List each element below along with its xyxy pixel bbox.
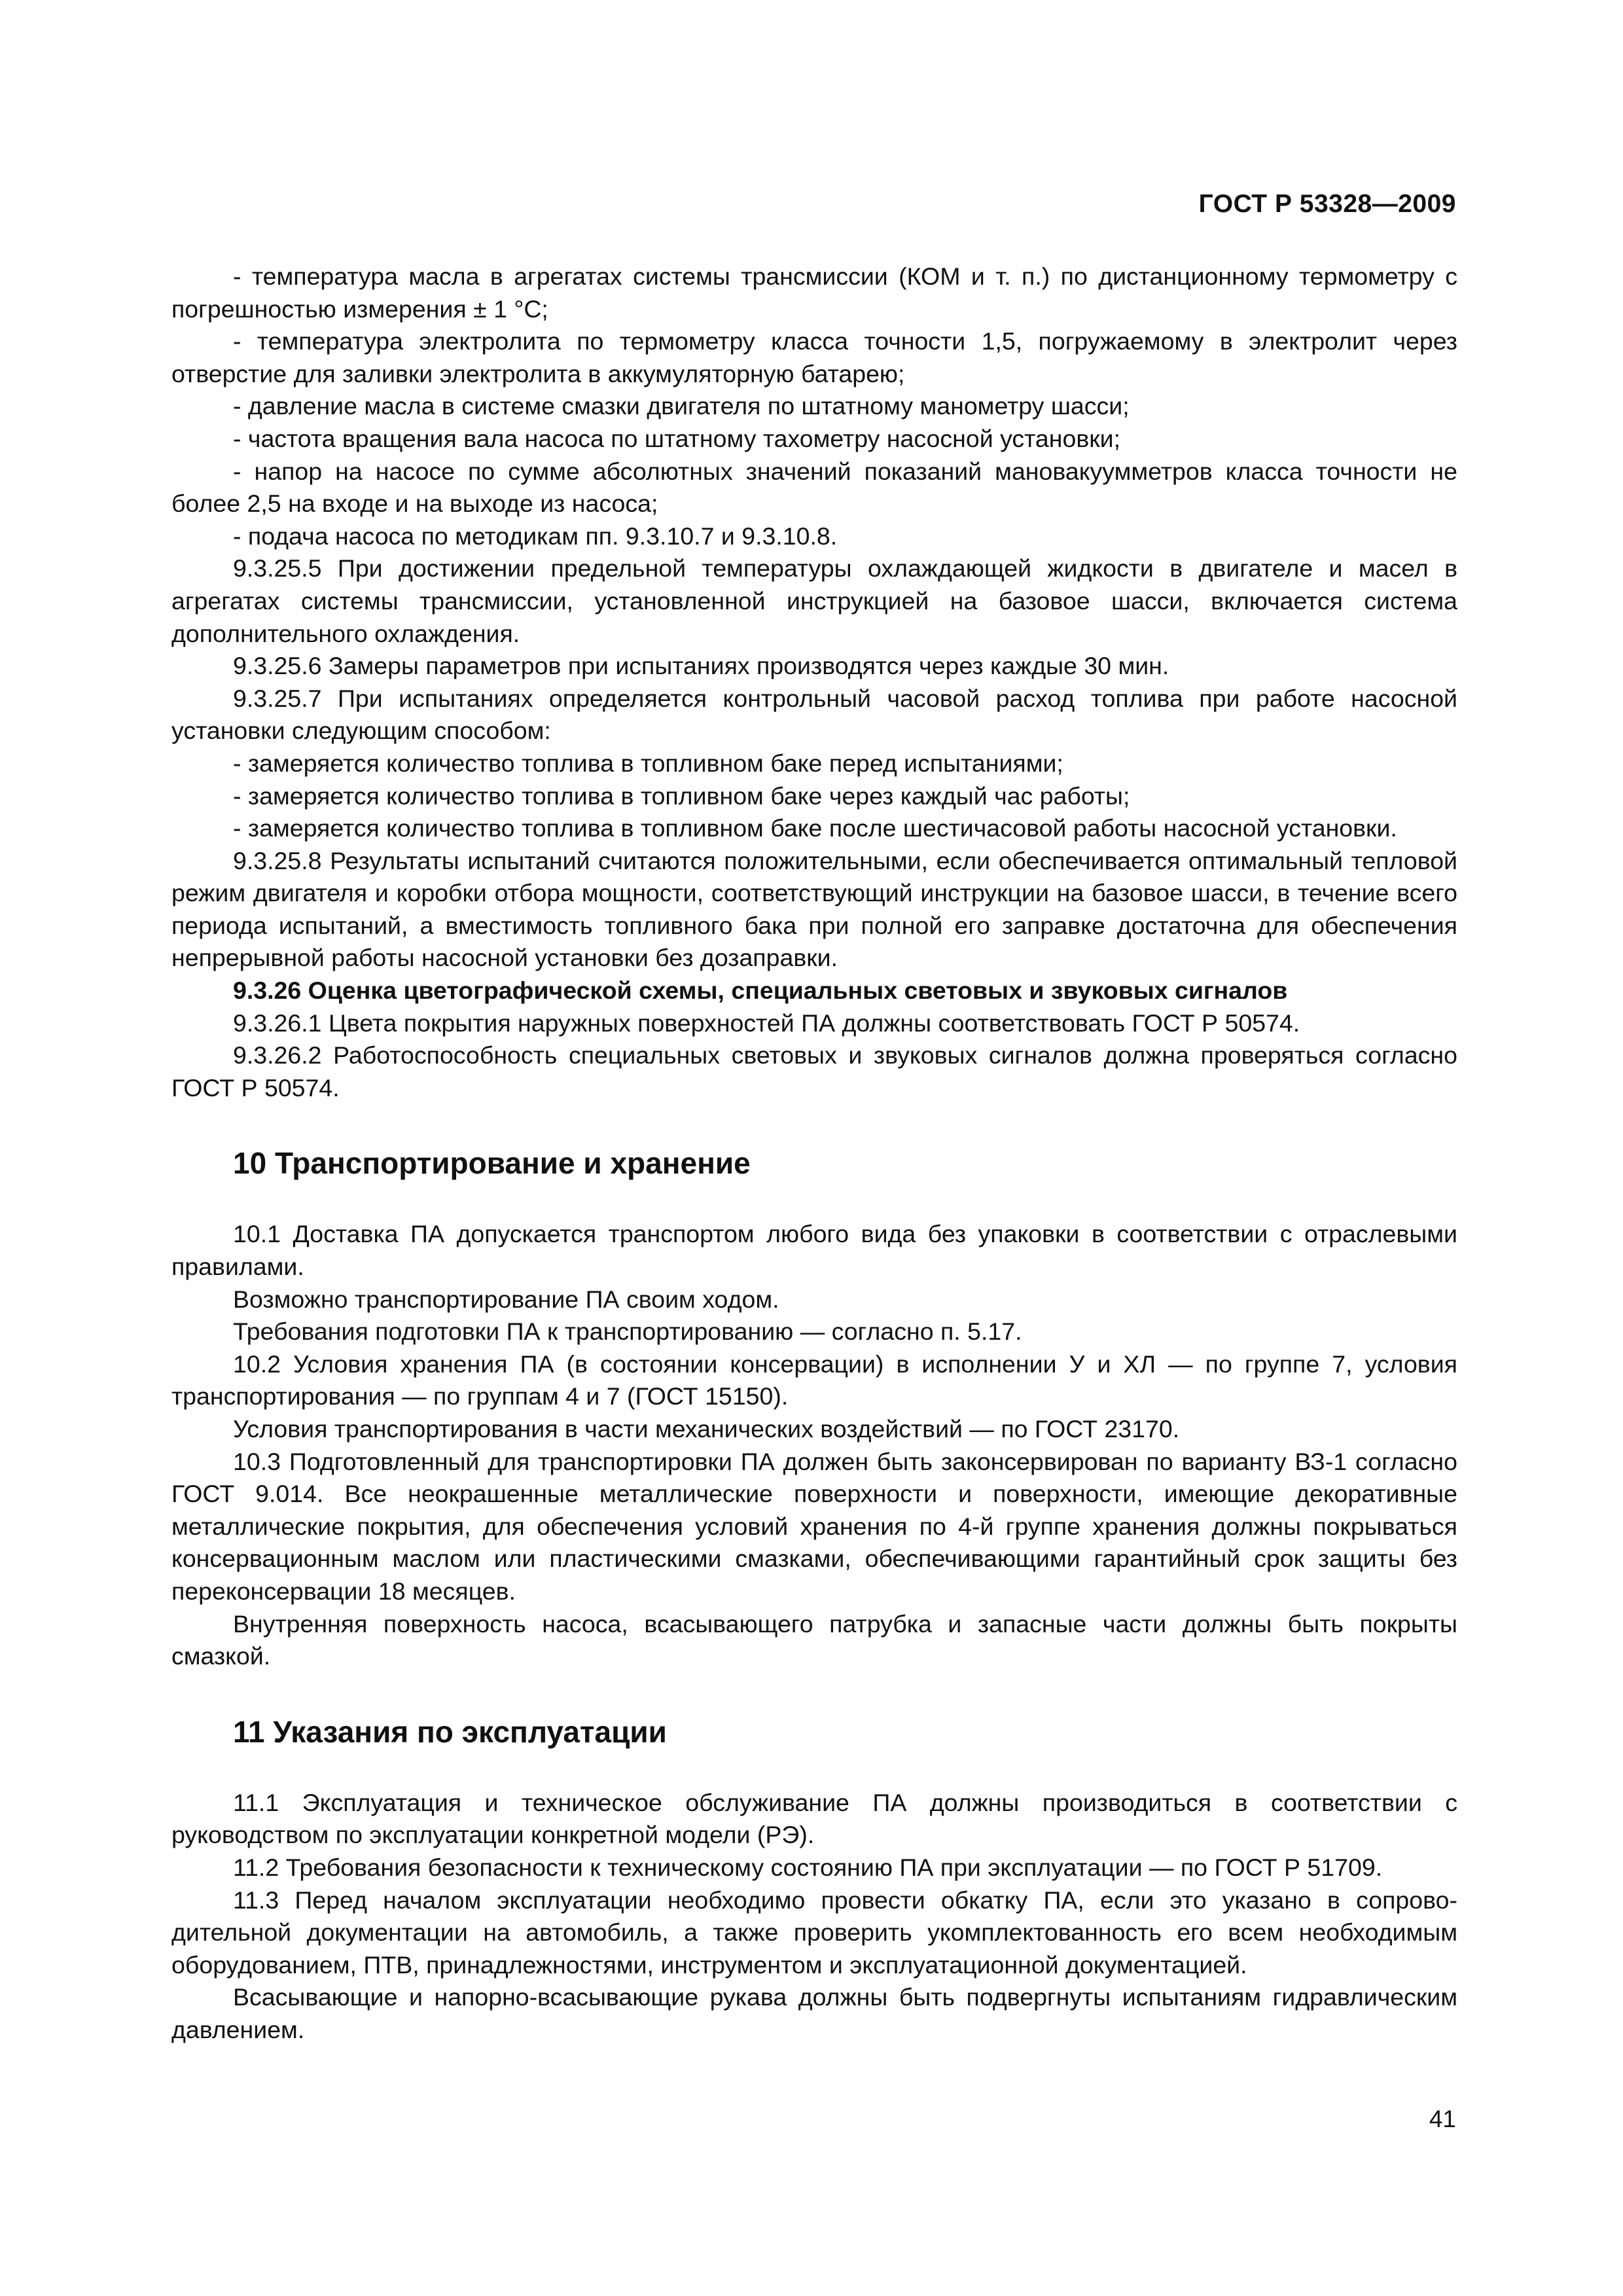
- paragraph: - частота вращения вала насоса по штатному тахометру насосной установки;: [233, 424, 1121, 452]
- paragraph: 11.2 Требования безопасности к техническому состоянию ПА при эксплуатации — по ГОСТ Р 51709.: [233, 1853, 1383, 1881]
- paragraph: - температура масла в агрегатах системы трансмиссии (КОМ и т. п.) по дистанционному термометру с погрешностью измерения ± 1 °С;: [171, 262, 1457, 323]
- paragraph: 10.2 Условия хранения ПА (в состоянии консервации) в исполнении У и ХЛ — по группе 7, условия транспортирования — по группам 4 и 7 (ГОСТ 15150).: [171, 1350, 1457, 1410]
- paragraph: 9.3.25.8 Результаты испытаний считаются положительными, если обеспечивается оптимальный тепловой режим двигателя и коробки отбора мощности, соответствующий инструкции на базовое шасси, в течение всего периода испытаний, а вместимость топливного бака при полной его заправке достаточна для обеспечения непрерывной работы насосной установки без дозаправки.: [171, 846, 1457, 972]
- paragraph: Всасывающие и напорно-всасывающие рукава должны быть подвергнуты испытаниям гидравлическим давлением.: [171, 1983, 1457, 2043]
- paragraph: 10.1 Доставка ПА допускается транспортом любого вида без упаковки в соответствии с отраслевыми правилами.: [171, 1220, 1457, 1281]
- paragraph: - замеряется количество топлива в топливном баке после шестичасовой работы насосной установки.: [233, 814, 1397, 842]
- subsection-heading: 9.3.26 Оценка цветографической схемы, специальных световых и звуковых сигналов: [233, 977, 1288, 1005]
- paragraph: 10.3 Подготовленный для транспортировки ПА должен быть законсервирован по варианту ВЗ-1 согласно ГОСТ 9.014. Все неокрашенные металлические поверхности и поверхности, имеющие декоративные металлические покрытия, для обеспечения условий хранения по 4-й группе хранения должны покрываться консервационным маслом или пластическими смазками, обеспечивающими гарантийный срок защиты без переконсервации 18 месяцев.: [171, 1447, 1457, 1605]
- paragraph: 9.3.25.7 При испытаниях определяется контрольный часовой расход топлива при работе насосной установки следующим способом:: [171, 684, 1457, 745]
- paragraph: 9.3.26.1 Цвета покрытия наружных поверхностей ПА должны соответствовать ГОСТ Р 50574.: [233, 1009, 1300, 1037]
- page-number: 41: [1429, 2106, 1456, 2132]
- paragraph: 9.3.25.6 Замеры параметров при испытаниях производятся через каждые 30 мин.: [233, 652, 1169, 680]
- paragraph: Возможно транспортирование ПА своим ходом.: [233, 1285, 779, 1313]
- paragraph: - температура электролита по термометру класса точности 1,5, погружаемому в электролит через отверстие для заливки электролита в аккумуляторную батарею;: [171, 327, 1457, 387]
- paragraph: 9.3.25.5 При достижении предельной температуры охлаждающей жидкости в двигателе и масел в агрегатах системы трансмиссии, установленной инструкцией на базовое шасси, включается система дополнительного охлаждения.: [171, 554, 1457, 647]
- section-heading-11: 11 Указания по эксплуатации: [233, 1714, 667, 1749]
- paragraph: Условия транспортирования в части механических воздействий — по ГОСТ 23170.: [233, 1415, 1180, 1443]
- document-body: [171, 260, 1457, 2047]
- paragraph: - замеряется количество топлива в топливном баке через каждый час работы;: [233, 781, 1130, 810]
- paragraph: - замеряется количество топлива в топливном баке перед испытаниями;: [233, 749, 1063, 777]
- paragraph: 9.3.26.2 Работоспособность специальных световых и звуковых сигналов должна проверяться согласно ГОСТ Р 50574.: [171, 1041, 1457, 1102]
- paragraph: - подача насоса по методикам пп. 9.3.10.7 и 9.3.10.8.: [233, 522, 838, 550]
- paragraph: 11.3 Перед началом эксплуатации необходимо провести обкатку ПА, если это указано в сопроводительной документации на автомобиль, а также проверить укомплектованность его всем необходимым оборудованием, ПТВ, принадлежностями, инструментом и эксплуатационной документацией.: [171, 1886, 1457, 1979]
- paragraph: - давление масла в системе смазки двигателя по штатному манометру шасси;: [233, 392, 1130, 420]
- paragraph: Требования подготовки ПА к транспортированию — согласно п. 5.17.: [233, 1318, 1022, 1346]
- paragraph: - напор на насосе по сумме абсолютных значений показаний мановакуумметров класса точности не более 2,5 на входе и на выходе из насоса;: [171, 457, 1457, 518]
- section-heading-10: 10 Транспортирование и хранение: [233, 1146, 751, 1181]
- paragraph: Внутренняя поверхность насоса, всасывающего патрубка и запасные части должны быть покрыты смазкой.: [171, 1609, 1457, 1670]
- document-header-id: ГОСТ Р 53328—2009: [1198, 190, 1456, 218]
- paragraph: 11.1 Эксплуатация и техническое обслуживание ПА должны производиться в соответствии с руководством по эксплуатации конкретной модели (РЭ).: [171, 1788, 1457, 1849]
